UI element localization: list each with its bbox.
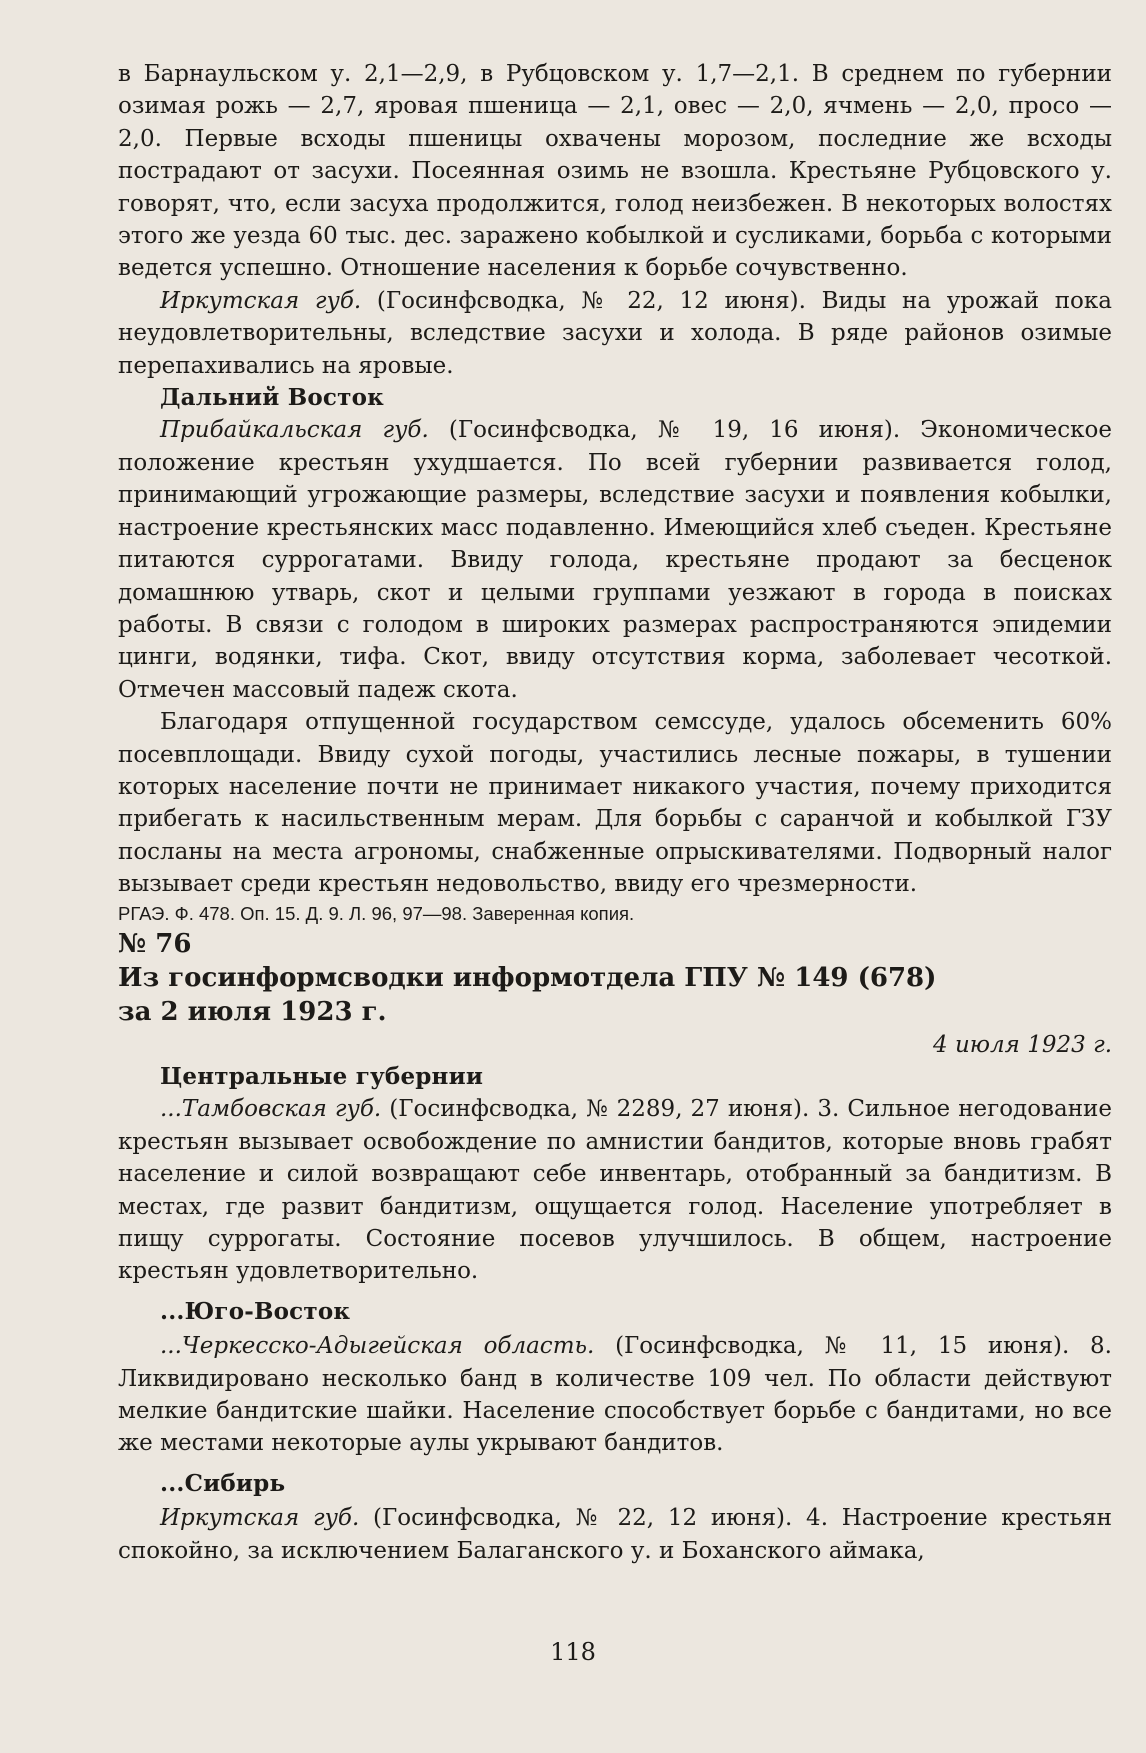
archive-source: РГАЭ. Ф. 478. Оп. 15. Д. 9. Л. 96, 97—98. Заверенная копия.	[118, 902, 635, 924]
pribaikal-text: (Госинфсводка, № 19, 16 июня). Экономическое положение крестьян ухудшается. По всей губернии развивается голод, принимающий угрожающие размеры, вследствие засухи и появления кобылки, настроение крестьянских масс подавленно. Имеющийся хлеб съеден. Крестьяне питаются суррогатами. Ввиду голода, крестьяне продают за бесценок домашнюю утварь, скот и целыми группами уезжают в города в поисках работы. В связи с голодом в широких размерах распространяются эпидемии цинги, водянки, тифа. Скот, ввиду отсутствия корма, заболевает чесоткой. Отмечен массовый падеж скота.	[118, 417, 1112, 703]
irkutsk-siberia-text: (Госинфсводка, № 22, 12 июня). 4. Настроение крестьян спокойно, за исключением Балаганского у. и Боханского аймака,	[118, 1505, 1112, 1564]
document-title-line2: за 2 июля 1923 г.	[118, 996, 387, 1027]
page-number: 118	[550, 1638, 596, 1666]
heading-siberia: ...Сибирь	[160, 1469, 286, 1497]
paragraph-irkutsk	[118, 285, 1112, 382]
heading-far-east: Дальний Восток	[160, 384, 384, 412]
paragraph-cherkess	[118, 1330, 1112, 1460]
paragraph-barnaul: в Барнаульском у. 2,1—2,9, в Рубцовском у. 1,7—2,1. В среднем по губернии озимая рожь — 2,7, яровая пшеница — 2,1, овес — 2,0, ячмень — 2,0, просо — 2,0. Первые всходы пшеницы охвачены морозом, последние же всходы пострадают от засухи. Посеянная озимь не взошла. Крестьяне Рубцовского у. говорят, что, если засуха продолжится, голод неизбежен. В некоторых волостях этого же уезда 60 тыс. дес. заражено кобылкой и сусликами, борьба с которыми ведется успешно. Отношение населения к борьбе сочувственно.	[118, 61, 1112, 282]
heading-southeast: ...Юго-Восток	[160, 1297, 351, 1325]
place-pribaikal: Прибайкальская губ.	[160, 417, 429, 444]
heading-central: Центральные губернии	[160, 1062, 484, 1090]
document-date: 4 июля 1923 г.	[933, 1031, 1112, 1058]
cherkess-text: (Госинфсводка, № 11, 15 июня). 8. Ликвидировано несколько банд в количестве 109 чел. По области действуют мелкие бандитские шайки. Население способствует борьбе с бандитами, но все же местами некоторые аулы укрывают бандитов.	[118, 1333, 1112, 1457]
document-title-line1: Из госинформсводки информотдела ГПУ № 149 (678)	[118, 962, 937, 993]
place-tambov: ...Тамбовская губ.	[160, 1096, 382, 1123]
document-number: № 76	[118, 928, 192, 959]
text-column	[118, 58, 1112, 1567]
paragraph-pribaikal	[118, 414, 1112, 706]
paragraph-irkutsk-siberia	[118, 1502, 1112, 1567]
paragraph-tambov	[118, 1093, 1112, 1287]
place-cherkess: ...Черкесско-Адыгейская область.	[160, 1333, 595, 1360]
place-irkutsk-siberia: Иркутская губ.	[160, 1505, 360, 1532]
tambov-text: (Госинфсводка, № 2289, 27 июня). 3. Сильное негодование крестьян вызывает освобождение по амнистии бандитов, которые вновь грабят население и силой возвращают себе инвентарь, отобранный за бандитизм. В местах, где развит бандитизм, ощущается голод. Население употребляет в пищу суррогаты. Состояние посевов улучшилось. В общем, настроение крестьян удовлетворительно.	[118, 1096, 1112, 1285]
paragraph-semssuda: Благодаря отпущенной государством семссуде, удалось обсеменить 60% посевплощади. Ввиду сухой погоды, участились лесные пожары, в тушении которых население почти не принимает никакого участия, почему приходится прибегать к насильственным мерам. Для борьбы с саранчой и кобылкой ГЗУ посланы на места агрономы, снабженные опрыскивателями. Подворный налог вызывает среди крестьян недовольство, ввиду его чрезмерности.	[118, 709, 1112, 898]
irkutsk-text: (Госинфсводка, № 22, 12 июня). Виды на урожай пока неудовлетворительны, вследствие засухи и холода. В ряде районов озимые перепахивались на яровые.	[118, 287, 1112, 379]
place-irkutsk: Иркутская губ.	[160, 287, 362, 314]
